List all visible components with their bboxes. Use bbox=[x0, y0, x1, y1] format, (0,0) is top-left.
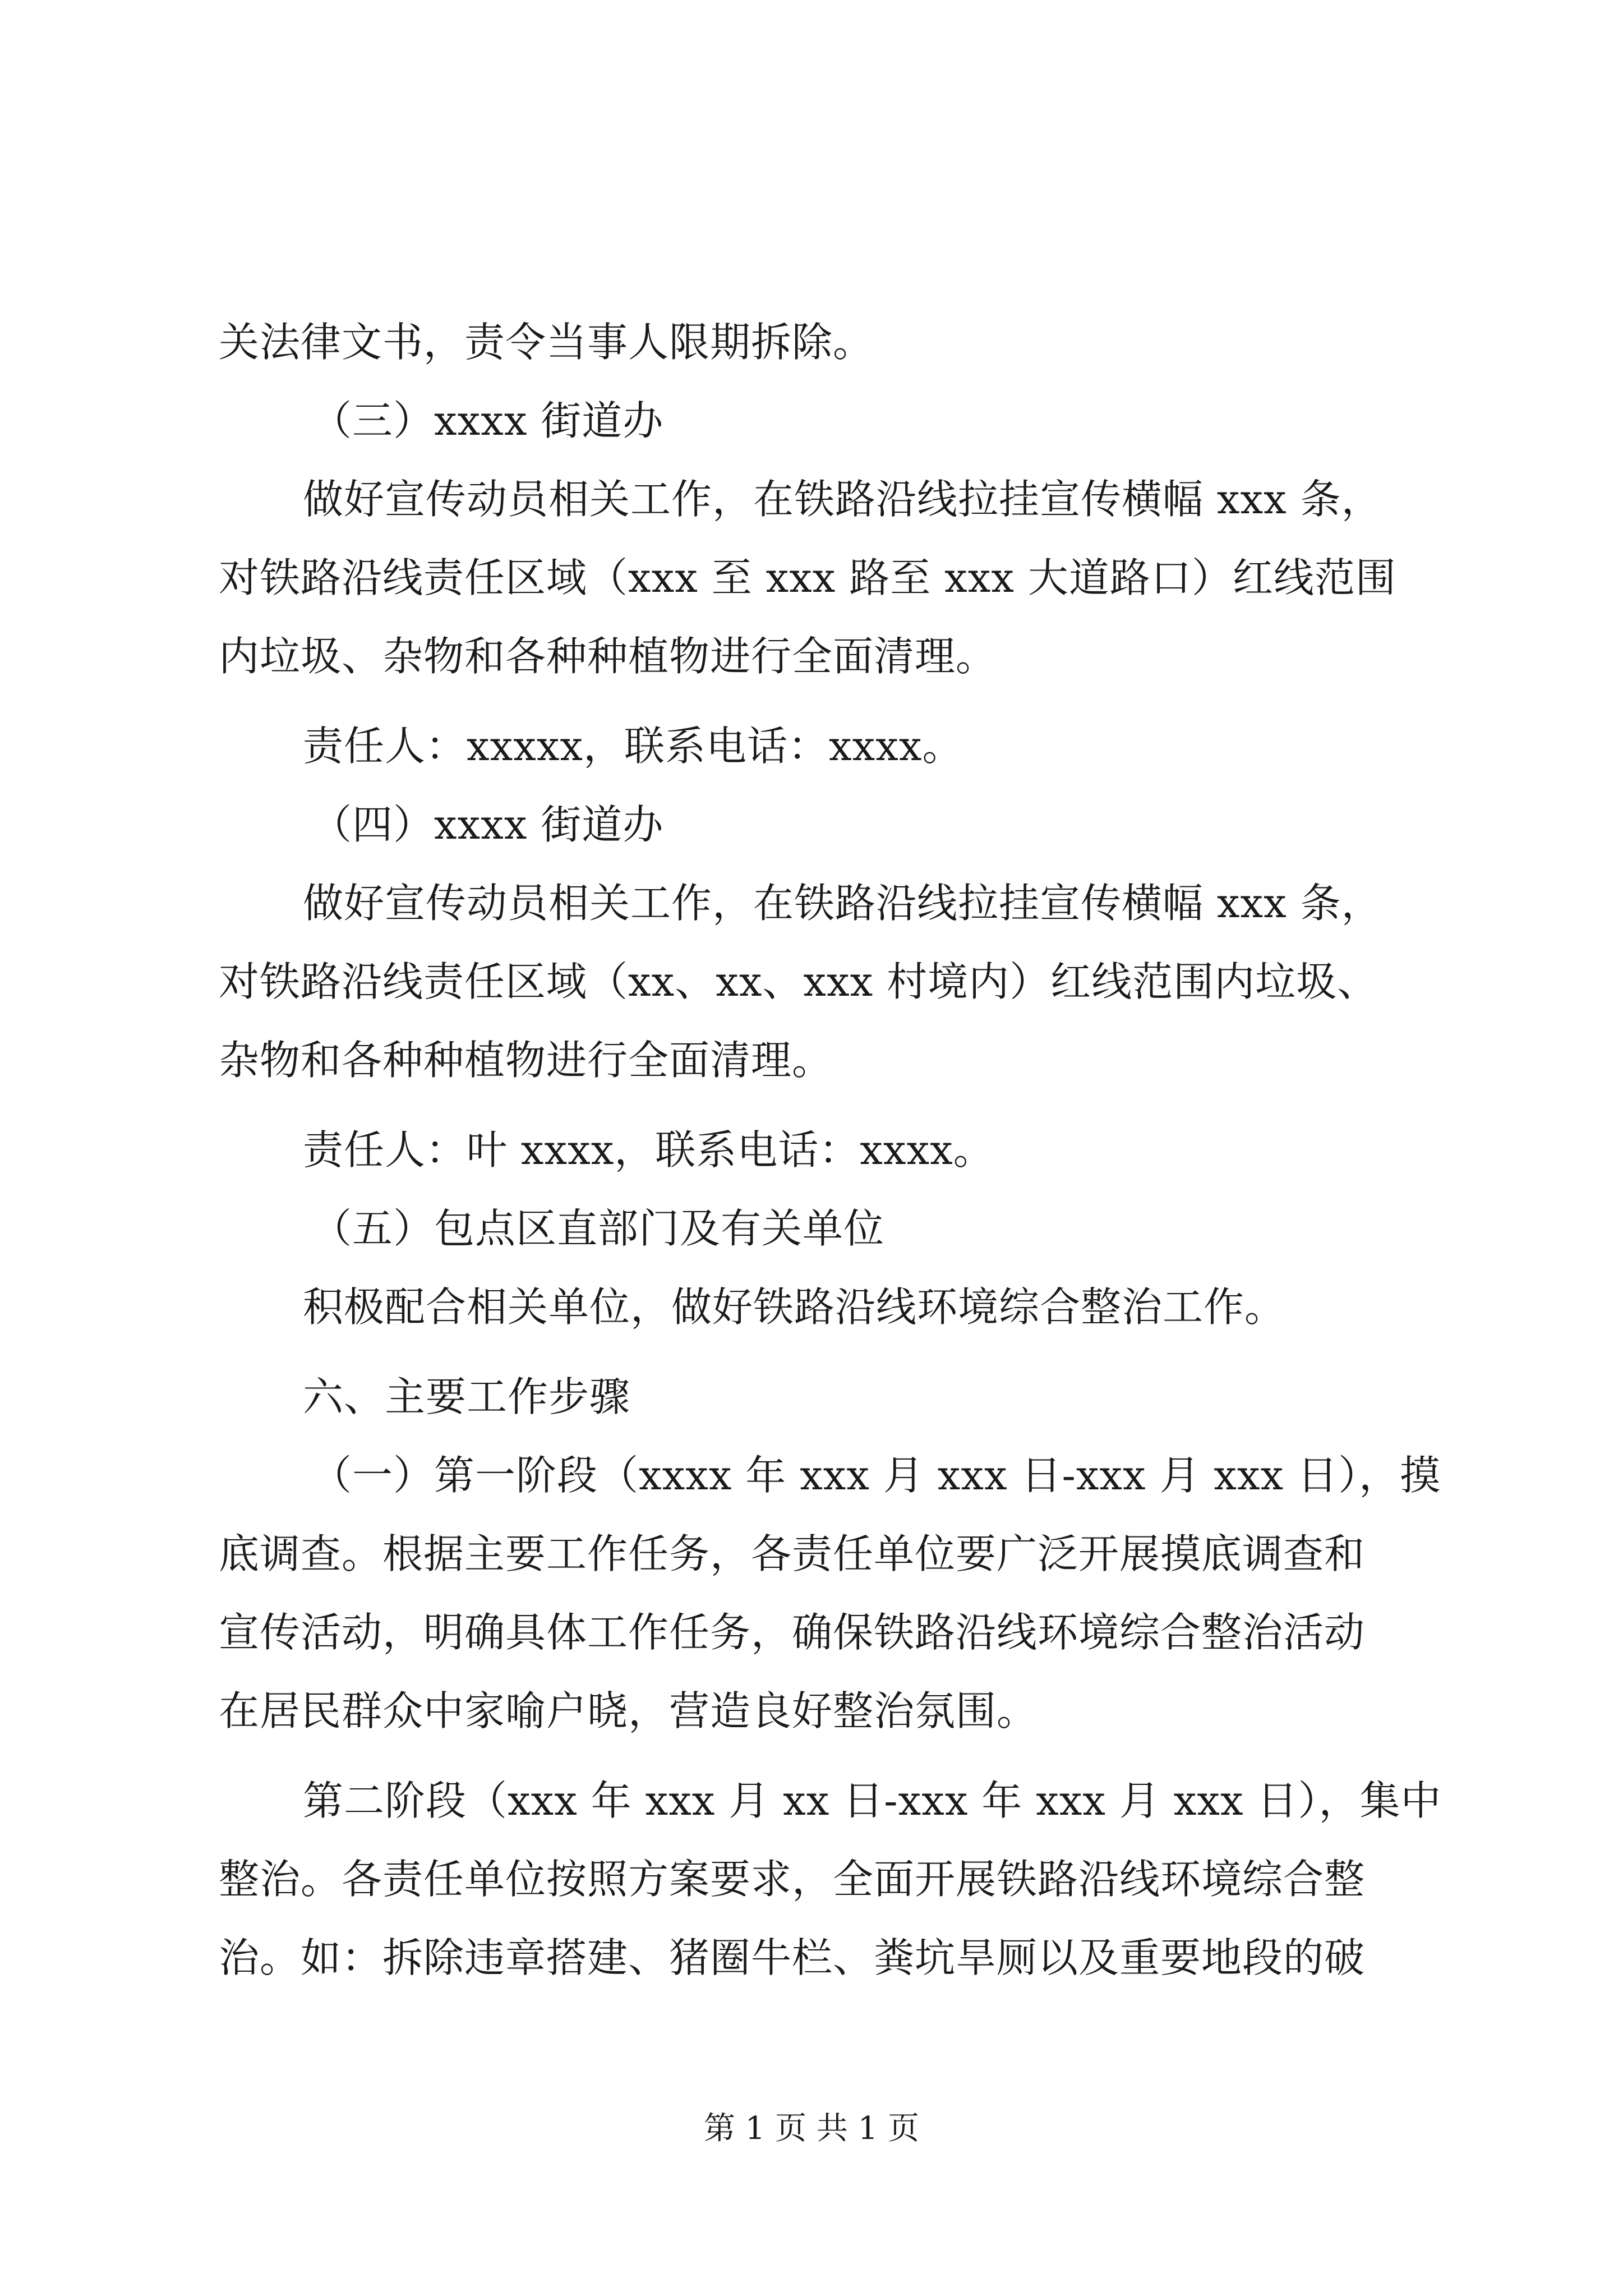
section-heading: （三）xxxx 街道办 bbox=[311, 397, 664, 444]
body-line: 责任人：叶 xxxx，联系电话：xxxx。 bbox=[303, 1126, 994, 1174]
body-line: 整治。各责任单位按照方案要求，全面开展铁路沿线环境综合整 bbox=[219, 1856, 1366, 1903]
body-line: 积极配合相关单位，做好铁路沿线环境综合整治工作。 bbox=[303, 1283, 1286, 1331]
body-line: 内垃圾、杂物和各种种植物进行全面清理。 bbox=[219, 633, 997, 680]
section-heading: （四）xxxx 街道办 bbox=[311, 801, 664, 848]
body-line: 第二阶段（xxx 年 xxx 月 xx 日-xxx 年 xxx 月 xxx 日），集中 bbox=[303, 1777, 1442, 1824]
section-heading: （五）包点区直部门及有关单位 bbox=[311, 1205, 885, 1252]
body-line: 责任人：xxxxx，联系电话：xxxx。 bbox=[303, 723, 963, 770]
body-line: 在居民群众中家喻户晓，营造良好整治氛围。 bbox=[219, 1687, 1038, 1734]
body-line: 底调查。根据主要工作任务，各责任单位要广泛开展摸底调查和 bbox=[219, 1530, 1366, 1577]
section-heading: 六、主要工作步骤 bbox=[303, 1373, 631, 1420]
body-line: 关法律文书，责令当事人限期拆除。 bbox=[219, 319, 874, 366]
body-line: 杂物和各种种植物进行全面清理。 bbox=[219, 1037, 833, 1084]
body-line: 对铁路沿线责任区域（xx、xx、xxx 村境内）红线范围内垃圾、 bbox=[219, 958, 1378, 1005]
body-line: 做好宣传动员相关工作，在铁路沿线拉挂宣传横幅 xxx 条， bbox=[303, 880, 1382, 927]
page-footer: 第 1 页 共 1 页 bbox=[703, 2110, 920, 2147]
body-line: 宣传活动，明确具体工作任务，确保铁路沿线环境综合整治活动 bbox=[219, 1609, 1366, 1656]
body-line: 做好宣传动员相关工作，在铁路沿线拉挂宣传横幅 xxx 条， bbox=[303, 476, 1382, 523]
body-line: （一）第一阶段（xxxx 年 xxx 月 xxx 日-xxx 月 xxx 日），摸 bbox=[311, 1452, 1441, 1499]
body-line: 治。如：拆除违章搭建、猪圈牛栏、粪坑旱厕以及重要地段的破 bbox=[219, 1934, 1366, 1981]
body-line: 对铁路沿线责任区域（xxx 至 xxx 路至 xxx 大道路口）红线范围 bbox=[219, 554, 1396, 601]
